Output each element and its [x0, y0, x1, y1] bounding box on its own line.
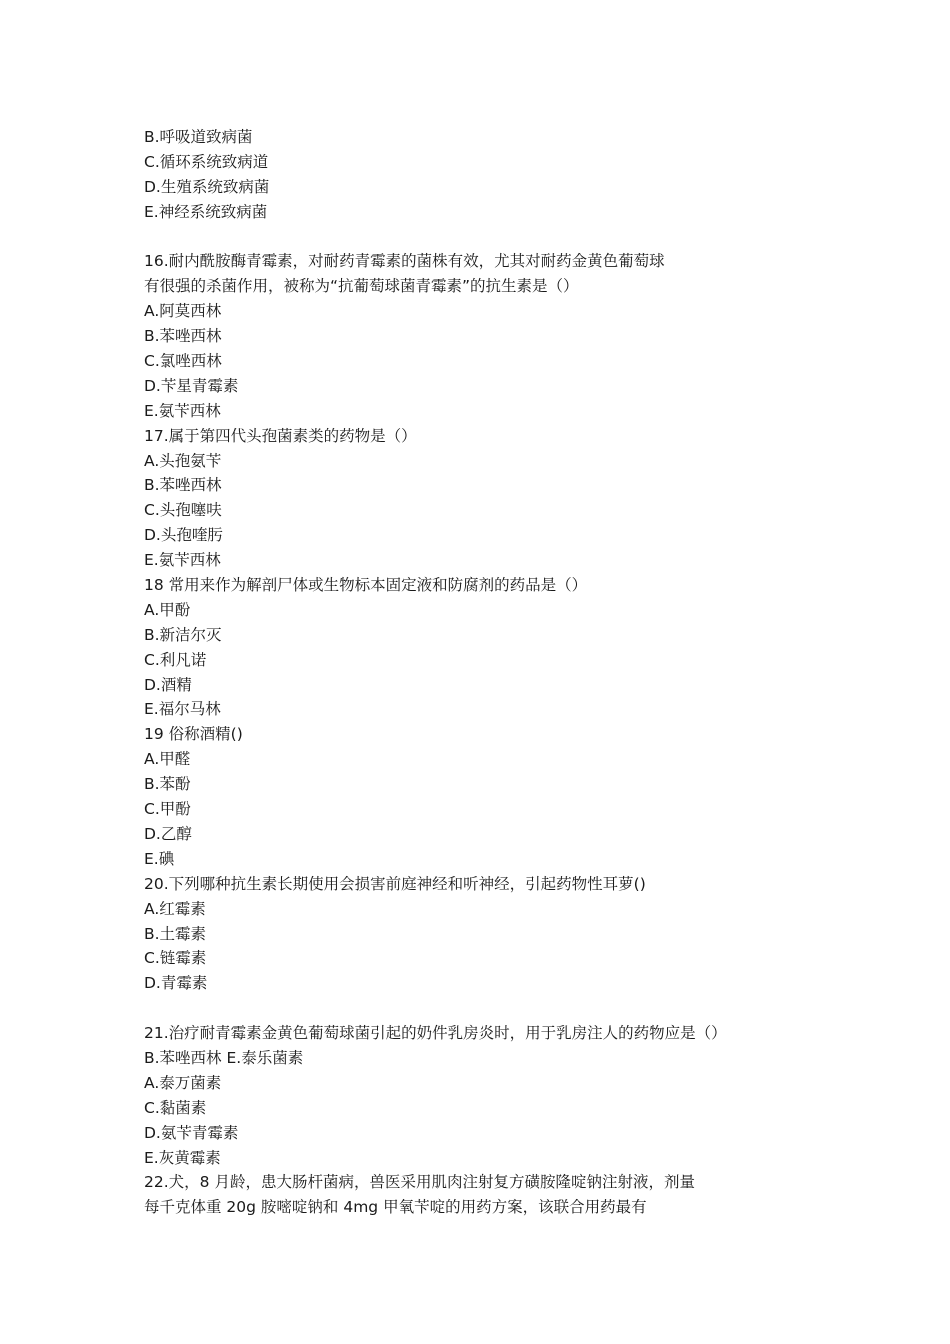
question-20: 20.下列哪种抗生素长期使用会损害前庭神经和听神经，引起药物性耳萝()	[144, 874, 646, 893]
option-line: C.氯唑西林	[144, 352, 222, 371]
option-line: D.氨苄青霉素	[144, 1123, 239, 1142]
text-line: E.神经系统致病菌	[144, 202, 268, 221]
option-line: A.甲酚	[144, 600, 191, 619]
option-line: C.头孢噻呋	[144, 501, 222, 520]
option-line: C.黏菌素	[144, 1098, 207, 1117]
question-21: 21.治疗耐青霉素金黄色葡萄球菌引起的奶件乳房炎时，用于乳房注人的药物应是（）	[144, 1024, 727, 1043]
question-18: 18 常用来作为解剖尸体或生物标本固定液和防腐剂的药品是（）	[144, 576, 588, 595]
option-line: A.头孢氨苄	[144, 451, 222, 470]
question-16-line-2: 有很强的杀菌作用，被称为“抗葡萄球菌青霉素”的抗生素是（）	[144, 277, 579, 296]
option-line: E.氨苄西林	[144, 551, 221, 570]
option-line: A.阿莫西林	[144, 302, 222, 321]
option-line: A.泰万菌素	[144, 1073, 222, 1092]
text-line: B.呼吸道致病菌	[144, 128, 253, 146]
option-line: E.福尔马林	[144, 700, 221, 719]
option-line: D.酒精	[144, 675, 192, 694]
text-line: C.循环系统致病道	[144, 152, 269, 171]
option-line: B.苯唑西林	[144, 476, 222, 495]
option-line: D.头孢喹肟	[144, 526, 223, 545]
text-line: D.生殖系统致病菌	[144, 177, 270, 196]
option-line: D.苄星青霉素	[144, 376, 239, 395]
option-line: D.乙醇	[144, 824, 192, 843]
option-line: D.青霉素	[144, 974, 208, 993]
question-19: 19 俗称酒精()	[144, 725, 243, 744]
question-16-line-1: 16.耐内酰胺酶青霉素，对耐药青霉素的菌株有效，尤其对耐药金黄色葡萄球	[144, 252, 665, 271]
option-line: C.利凡诺	[144, 650, 207, 669]
option-line: A.甲醛	[144, 750, 191, 769]
option-line: B.苯唑西林	[144, 327, 222, 346]
option-line: C.甲酚	[144, 800, 191, 819]
option-line: E.碘	[144, 849, 175, 868]
blank-line	[144, 225, 844, 250]
question-17: 17.属于第四代头孢菌素类的药物是（）	[144, 426, 417, 445]
option-line: E.氨苄西林	[144, 401, 221, 420]
blank-line	[144, 996, 844, 1021]
question-22-line-2: 每千克体重 20g 胺嘧啶钠和 4mg 甲氧苄啶的用药方案，该联合用药最有	[144, 1198, 647, 1217]
question-22-line-1: 22.犬，8 月龄，患大肠杆菌病，兽医采用肌肉注射复方磺胺隆啶钠注射液，剂量	[144, 1173, 695, 1192]
option-line: B.苯唑西林 E.泰乐菌素	[144, 1048, 304, 1067]
option-line: B.新洁尔灭	[144, 625, 222, 644]
option-line: E.灰黄霉素	[144, 1148, 221, 1167]
option-line: C.链霉素	[144, 949, 207, 968]
option-line: B.土霉素	[144, 924, 207, 943]
option-line: B.苯酚	[144, 775, 191, 794]
document-page	[144, 125, 844, 1220]
option-line: A.红霉素	[144, 899, 206, 918]
